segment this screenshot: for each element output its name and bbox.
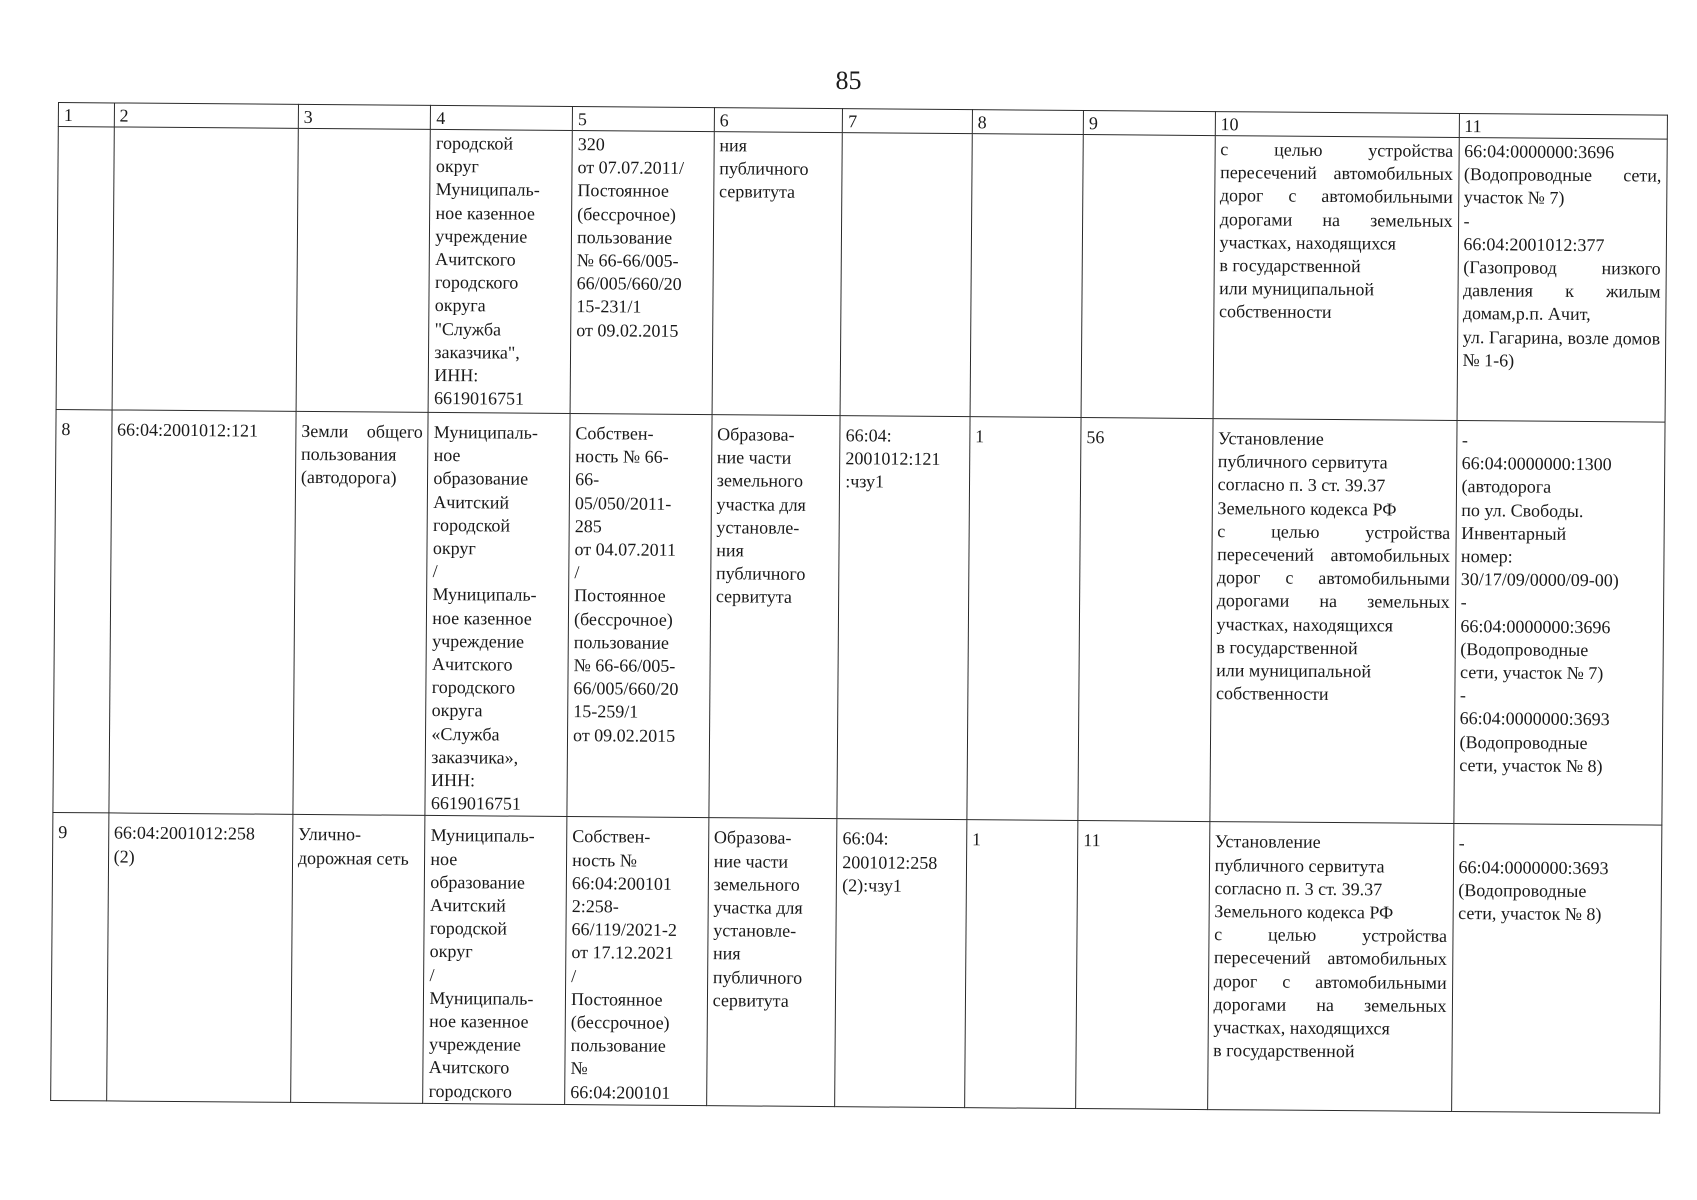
- column-header: 10: [1215, 112, 1459, 138]
- right-registration-cell: 320 от 07.07.2011/ Постоянное (бессрочное) пользование № 66-66/005- 66/005/660/20 15-231/1 от 09.02.2015: [570, 131, 714, 415]
- column-header: 8: [972, 110, 1083, 135]
- table-row: [53, 409, 1665, 825]
- column-header: 3: [298, 104, 431, 129]
- servitude-table: [50, 102, 1668, 1114]
- area-cell: 11: [1076, 821, 1210, 1109]
- objects-cell: - 66:04:0000000:3693 (Водопроводные сети, участок № 8): [1451, 824, 1662, 1113]
- row-number-cell: 8: [53, 409, 112, 813]
- row-number-cell: 9: [51, 813, 109, 1101]
- objects-cell: - 66:04:0000000:1300 (автодорога по ул. Свободы. Инвентарный номер: 30/17/09/0000/09-00) - 66:04:0000000:3696 (Водопроводные сети, участок № 7) - 66:04:0000000:3693 (Водопроводные сети, участок № 8): [1453, 420, 1665, 825]
- right-registration-cell: Собствен- ность № 66- 66- 05/050/2011- 285 от 04.07.2011 / Постоянное (бессрочное) пользование № 66-66/005- 66/005/660/20 15-259/1 от 09.02.2015: [567, 414, 712, 819]
- purpose-cell: ния публичного сервитута: [712, 132, 843, 416]
- purpose-cell: Образова- ние части земельного участка для установле- ния публичного сервитута: [709, 415, 841, 819]
- column-header: 5: [572, 107, 714, 132]
- cadastral-number-cell: 66:04:2001012:121: [109, 410, 296, 815]
- land-category-cell: Земли общего пользования (автодорога): [293, 411, 429, 815]
- row-number-cell: [56, 127, 114, 410]
- owner-cell: Муниципаль- ное образование Ачитский городской округ / Муниципаль- ное казенное учреждение Ачитского городского: [423, 816, 567, 1105]
- part-designation-cell: [840, 133, 972, 417]
- purpose-cell: Образова- ние части земельного участка для установле- ния публичного сервитута: [706, 818, 837, 1106]
- owner-cell: Муниципаль- ное образование Ачитский городской округ / Муниципаль- ное казенное учреждение Ачитского городского округа «Служба заказчика», ИНН: 6619016751: [425, 412, 570, 817]
- cadastral-number-cell: [112, 127, 298, 411]
- column-header: 4: [431, 105, 573, 130]
- table-row: [56, 127, 1667, 423]
- column-header: 6: [714, 108, 843, 133]
- page-number: 85: [835, 66, 862, 95]
- servitude-basis-cell: Установление публичного сервитута согласно п. 3 ст. 39.37 Земельного кодекса РФ с целью устройства пересечений автомобильных дорог с автомобильными дорогами на земельных участках, находящихся в государственной: [1207, 822, 1453, 1111]
- column-header: 9: [1083, 111, 1215, 136]
- part-designation-cell: 66:04: 2001012:258 (2):чзу1: [835, 819, 967, 1107]
- owner-cell: городской округ Муниципаль- ное казенное учреждение Ачитского городского округа "Служба заказчика", ИНН: 6619016751: [428, 129, 572, 413]
- part-designation-cell: 66:04: 2001012:121 :чзу1: [837, 416, 970, 820]
- area-cell: [1081, 135, 1215, 419]
- contour-count-cell: 1: [967, 417, 1081, 821]
- cadastral-number-cell: 66:04:2001012:258 (2): [106, 813, 292, 1102]
- right-registration-cell: Собствен- ность № 66:04:200101 2:258- 66/119/2021-2 от 17.12.2021 / Постоянное (бессрочное) пользование № 66:04:200101: [565, 817, 709, 1106]
- column-header: 1: [58, 103, 114, 127]
- contour-count-cell: 1: [964, 820, 1078, 1108]
- contour-count-cell: [970, 134, 1084, 418]
- table-row: [51, 813, 1662, 1113]
- land-category-cell: [296, 128, 431, 412]
- column-header: 11: [1459, 114, 1668, 140]
- land-category-cell: Улично- дорожная сеть: [290, 815, 425, 1103]
- objects-cell: 66:04:0000000:3696 (Водопроводные сети, участок № 7) - 66:04:2001012:377 (Газопровод низкого давления к жилым домам,р.п. Ачит, ул. Гагарина, возле домов № 1-6): [1457, 138, 1668, 423]
- column-header: 2: [114, 103, 298, 128]
- servitude-basis-cell: Установление публичного сервитута согласно п. 3 ст. 39.37 Земельного кодекса РФ с целью устройства пересечений автомобильных дорог с автомобильными дорогами на земельных участках, находящихся в государственной или муниципальной собственности: [1210, 419, 1457, 824]
- servitude-basis-cell: с целью устройства пересечений автомобильных дорог с автомобильными дорогами на земельных участках, находящихся в государственной или муниципальной собственности: [1213, 136, 1459, 421]
- column-header: 7: [843, 109, 973, 134]
- area-cell: 56: [1078, 418, 1213, 822]
